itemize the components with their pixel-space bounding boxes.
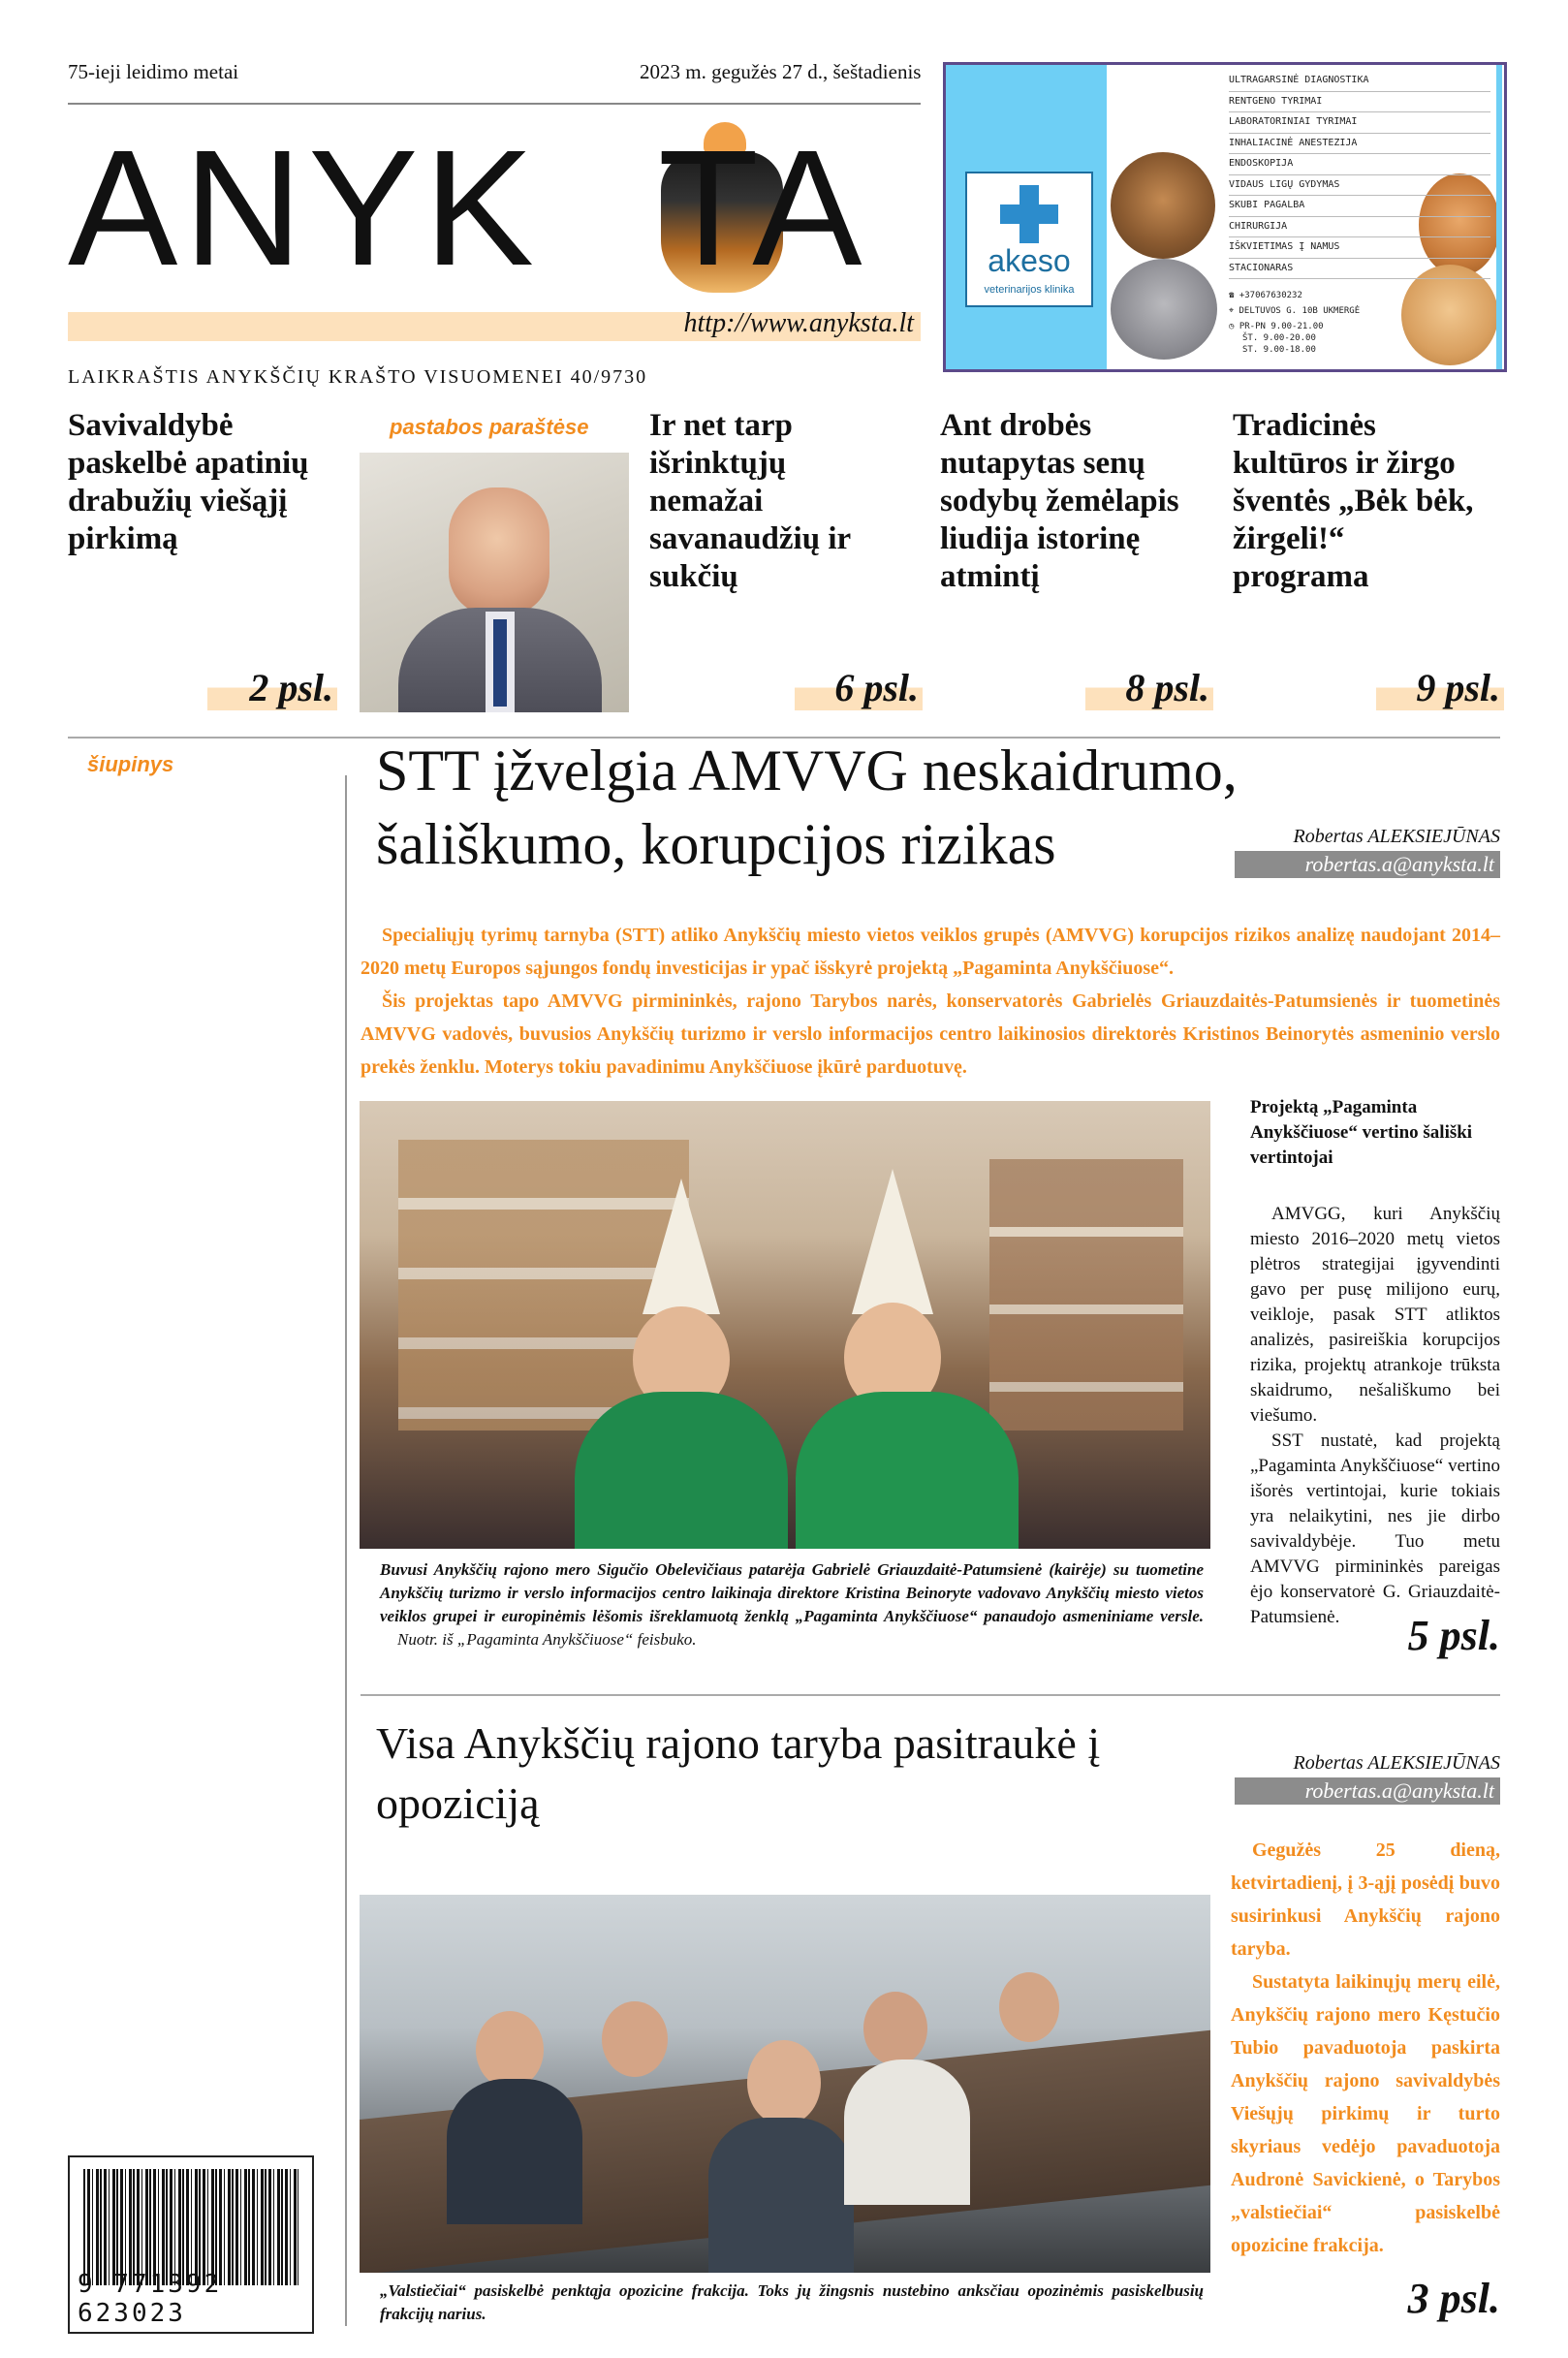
location-icon: ⌖ — [1229, 306, 1239, 316]
teaser-title[interactable]: Ir net tarp išrinktųjų nemažai savanaudžių ir sukčių — [649, 408, 851, 594]
ad-hours: PR-PN 9.00-21.00 — [1239, 322, 1324, 331]
teaser-title[interactable]: Savivaldybė paskelbė apatinių drabužių viešąjį pirkimą — [68, 408, 309, 556]
ad-service-item: ENDOSKOPIJA — [1229, 154, 1490, 175]
article1-headline-line1[interactable]: STT įžvelgia AMVVG neskaidrumo, — [376, 739, 1238, 802]
article2-headline[interactable] — [376, 1713, 1190, 1834]
article1-body-paragraph: SST nustatė, kad projektą „Pagaminta Anykščiuose“ vertino išorės vertintojai, kurie tokiais yra nelaikytini, nes jie dirbo savivaldybėje. Tuo metu AMVVG pirmininkės pareigas ėjo konservatorė G. Griauzdaitė-Patumsienė. — [1250, 1431, 1500, 1627]
barcode — [68, 2155, 314, 2334]
ad-service-item: INHALIACINĖ ANESTEZIJA — [1229, 134, 1490, 155]
barcode-number: 9 771392 623023 — [78, 2270, 223, 2328]
teaser-title[interactable]: Tradicinės kultūros ir žirgo šventės „Bėk bėk, žirgeli!“ programa — [1233, 408, 1474, 594]
medical-cross-icon — [1000, 185, 1058, 243]
article1-lead-paragraph: Specialiųjų tyrimų tarnyba (STT) atliko Anykščių miesto vietos veiklos grupės (AMVVG) korupcijos rizikos analizę naudojant 2014–2020 metų Europos sąjungos fondų investicijas ir ypač išskyrė projektą „Pagaminta Anykščiuose“. — [361, 925, 1500, 979]
article1-lead-paragraph: Šis projektas tapo AMVVG pirmininkės, rajono Tarybos narės, konservatorės Gabrielės Griauzdaitės-Patumsienės ir tuometinės AMVVG vadovės, buvusios Anykščių turizmo ir verslo informacijos centro laikinosios direktorės Kristinos Beinorytės asmeninio verslo prekės ženklu. Moterys tokiu pavadinimu Anykščiuose įkūrė parduotuvę. — [361, 990, 1500, 1078]
article1-continued-page[interactable]: 5 psl. — [1407, 1612, 1500, 1659]
edition-year: 75-ieji leidimo metai — [68, 60, 239, 83]
grey-cat-image — [1111, 259, 1217, 360]
website-link[interactable]: http://www.anyksta.lt — [683, 308, 914, 338]
vet-clinic-ad[interactable] — [943, 62, 1507, 372]
ad-hours: ŠT. 9.00-20.00 — [1242, 333, 1316, 343]
article2-lead — [1231, 1834, 1500, 2262]
article2-headline-line1[interactable]: Visa Anykščių rajono taryba pasitraukė į — [376, 1718, 1101, 1768]
top-rule — [68, 103, 921, 105]
article1-body-paragraph: AMVGG, kuri Anykščių miesto 2016–2020 metų vietos plėtros strategijai įgyvendinti gavo per pusę milijono eurų, veikloje, pasak STT atliktos analizės, pasireiškia korupcijos rizika, projektų atrankoje trūksta skaidrumo, nešališkumo bei viešumo. — [1250, 1204, 1500, 1426]
caption-text: Buvusi Anykščių rajono mero Sigučio Obelevičiaus patarėja Gabrielė Griauzdaitė-Patumsienė (kairėje) su tuometine Anykščių turizmo ir verslo informacijos centro laikinaja direktore Kristina Beinoryte vadovavo Anykščių miesto vietos veiklos grupei ir europinėmis lėšomis išreklamuotą ženklą „Pagaminta Anykščiuose“ panaudojo asmeniniame versle. — [380, 1560, 1204, 1625]
ad-brand-name: akeso — [988, 243, 1071, 278]
article-rule — [361, 1694, 1500, 1696]
ad-service-item: CHIRURGIJA — [1229, 217, 1490, 238]
article1-email[interactable]: robertas.a@anyksta.lt — [1235, 851, 1500, 878]
ad-service-item: RENTGENO TYRIMAI — [1229, 92, 1490, 113]
yorkie-dog-image — [1111, 152, 1215, 259]
ad-logo — [965, 172, 1093, 307]
article2-headline-line2[interactable]: opoziciją — [376, 1778, 540, 1828]
ad-service-item: VIDAUS LIGŲ GYDYMAS — [1229, 175, 1490, 197]
ad-phone[interactable]: +37067630232 — [1239, 291, 1302, 300]
phone-icon: ☎ — [1229, 291, 1239, 300]
side-column-label: šiupinys — [87, 752, 174, 776]
issue-date: 2023 m. gegužės 27 d., šeštadienis — [640, 60, 922, 83]
article1-lead — [361, 919, 1500, 1084]
column-divider — [345, 775, 347, 2326]
ad-services-list — [1229, 71, 1490, 279]
article2-lead-paragraph: Sustatyta laikinųjų merų eilė, Anykščių rajono mero Kęstučio Tubio pavaduotoja paskirta Anykščių rajono savivaldybės Viešųjų pirkimų ir turto skyriaus vedėjo pavaduotoja Audronė Savickienė, o Tarybos „valstiečiai“ pasiskelbė opozicine frakcija. — [1231, 1971, 1500, 2256]
article2-photo-caption: „Valstiečiai“ pasiskelbė penktąja opozicine frakcija. Toks jų žingsnis nustebino anksčiau opozinėmis pasiskelbusių frakcijų narius. — [380, 2281, 1204, 2323]
article2-continued-page[interactable]: 3 psl. — [1407, 2275, 1500, 2322]
ad-right-stripe — [1496, 65, 1502, 369]
photo-credit: Nuotr. iš „Pagaminta Anykščiuose“ feisbuko. — [397, 1630, 697, 1649]
article2-lead-paragraph: Gegužės 25 dieną, ketvirtadienį, į 3-ąjį posėdį buvo susirinkusi Anykščių rajono taryba. — [1231, 1839, 1500, 1960]
newspaper-subtitle: LAIKRAŠTIS ANYKŠČIŲ KRAŠTO VISUOMENEI 40/9730 — [68, 366, 648, 388]
article1-photo-caption — [380, 1558, 1204, 1651]
article1-photo — [360, 1101, 1210, 1549]
article2-author: Robertas ALEKSIEJŪNAS — [1293, 1752, 1500, 1774]
clock-icon: ◷ — [1229, 322, 1239, 331]
article1-author: Robertas ALEKSIEJŪNAS — [1293, 826, 1500, 847]
barcode-bars — [83, 2169, 298, 2285]
teaser-page[interactable]: 2 psl. — [207, 665, 337, 710]
ad-service-item: STACIONARAS — [1229, 259, 1490, 280]
teaser-page[interactable]: 8 psl. — [1085, 665, 1213, 710]
article2-photo — [360, 1895, 1210, 2273]
teaser-title[interactable]: Ant drobės nutapytas senų sodybų žemėlapis liudija istorinę atmintį — [940, 408, 1179, 594]
article1-headline-line2[interactable]: šališkumo, korupcijos rizikas — [376, 812, 1056, 876]
column-label: pastabos paraštėse — [390, 415, 589, 439]
article1-subhead: Projektą „Pagaminta Anykščiuose“ vertino šališki vertintojai — [1250, 1097, 1473, 1168]
ad-contact-info — [1229, 290, 1360, 356]
ad-blue-panel — [946, 65, 1107, 369]
article1-body — [1250, 1202, 1500, 1630]
teaser-page[interactable]: 9 psl. — [1376, 665, 1504, 710]
article2-email[interactable]: robertas.a@anyksta.lt — [1235, 1777, 1500, 1805]
ad-hours: ST. 9.00-18.00 — [1242, 345, 1316, 355]
ad-brand-subtitle: veterinarijos klinika — [984, 284, 1075, 296]
ad-service-item: SKUBI PAGALBA — [1229, 196, 1490, 217]
ad-service-item: LABORATORINIAI TYRIMAI — [1229, 112, 1490, 134]
ad-service-item: ULTRAGARSINĖ DIAGNOSTIKA — [1229, 71, 1490, 92]
teaser-page[interactable]: 6 psl. — [795, 665, 923, 710]
columnist-photo — [360, 453, 629, 712]
newspaper-logo: ANYK TA — [68, 116, 868, 300]
ad-service-item: IŠKVIETIMAS Į NAMUS — [1229, 237, 1490, 259]
golden-dog-image — [1401, 265, 1498, 365]
ad-address: DELTUVOS G. 10B UKMERGĖ — [1239, 306, 1361, 316]
